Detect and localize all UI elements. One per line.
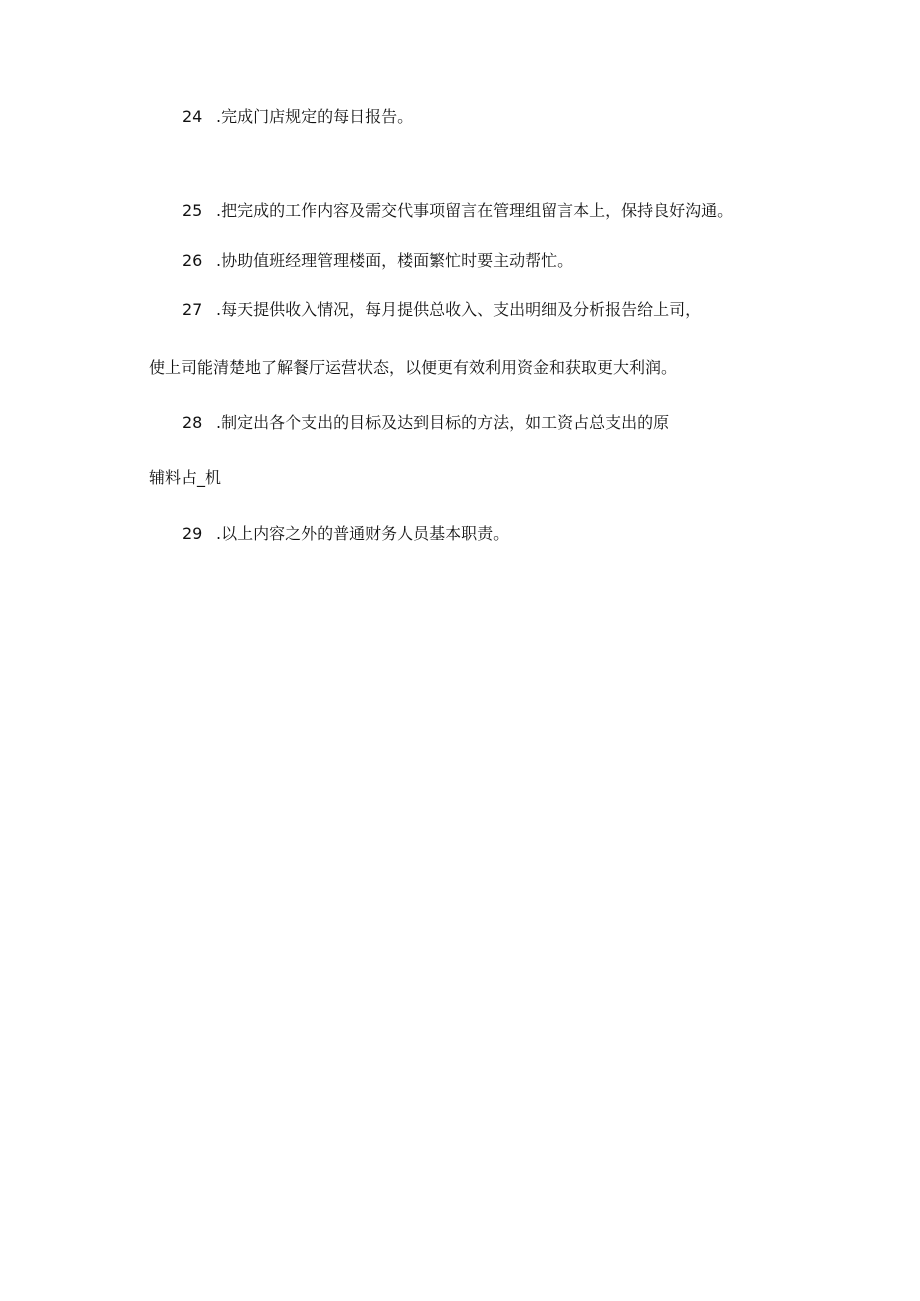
list-item-27-continuation: 使上司能清楚地了解餐厅运营状态，以便更有效利用资金和获取更大利润。 bbox=[149, 358, 678, 377]
list-item-25 bbox=[182, 200, 733, 222]
list-item-27 bbox=[182, 299, 701, 321]
item-number: 25 bbox=[182, 201, 203, 220]
item-number: 28 bbox=[182, 413, 203, 432]
item-text: .以上内容之外的普通财务人员基本职责。 bbox=[216, 524, 510, 543]
item-text: .协助值班经理管理楼面，楼面繁忙时要主动帮忙。 bbox=[216, 251, 574, 270]
item-number: 24 bbox=[182, 107, 203, 126]
list-item-26 bbox=[182, 250, 573, 272]
item-number: 26 bbox=[182, 251, 203, 270]
item-number: 27 bbox=[182, 300, 203, 319]
item-text: .每天提供收入情况，每月提供总收入、支出明细及分析报告给上司， bbox=[216, 300, 702, 319]
list-item-29 bbox=[182, 523, 509, 545]
item-text: .把完成的工作内容及需交代事项留言在管理组留言本上，保持良好沟通。 bbox=[216, 201, 734, 220]
list-item-24 bbox=[182, 106, 413, 128]
item-text: .完成门店规定的每日报告。 bbox=[216, 107, 414, 126]
list-item-28-continuation: 辅料占_机 bbox=[149, 468, 222, 487]
item-text: .制定出各个支出的目标及达到目标的方法，如工资占总支出的原 bbox=[216, 413, 670, 432]
list-item-28 bbox=[182, 412, 669, 434]
item-number: 29 bbox=[182, 524, 203, 543]
